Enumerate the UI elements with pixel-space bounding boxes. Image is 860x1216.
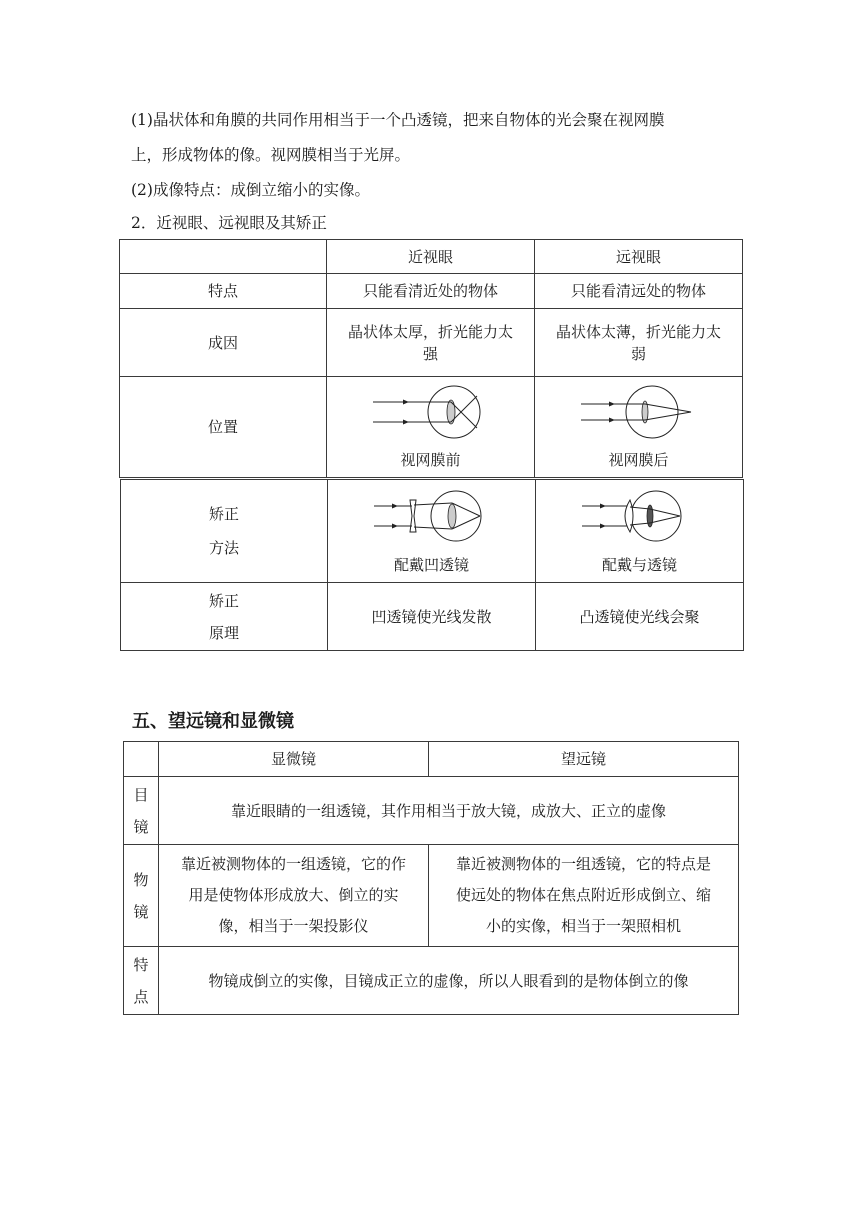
objective-telescope-line-1: 靠近被测物体的一组透镜，它的特点是 <box>455 855 711 873</box>
vision-table-top <box>119 239 743 478</box>
header-far: 远视眼 <box>535 240 743 274</box>
cause-row <box>120 309 743 377</box>
intro-line-2: 上，形成物体的像。视网膜相当于光屏。 <box>131 146 411 164</box>
objective-label-char-1: 物 <box>133 870 149 889</box>
objective-telescope-line-2: 使远处的物体在焦点附近形成倒立、缩 <box>455 886 711 904</box>
eyepiece-row <box>124 777 739 845</box>
cause-label: 成因 <box>120 309 327 377</box>
position-row <box>120 377 743 478</box>
position-far-caption: 视网膜后 <box>608 451 669 469</box>
header-near: 近视眼 <box>327 240 535 274</box>
section-subtitle: 2．近视眼、远视眼及其矫正 <box>131 214 327 232</box>
correction-label-line-1: 矫正 <box>208 505 239 523</box>
objective-label <box>124 845 159 947</box>
table-header-row <box>120 240 743 274</box>
correction-row <box>121 480 744 583</box>
correction-far-caption: 配戴与透镜 <box>601 556 677 574</box>
convex-lens-correction-diagram <box>580 486 700 544</box>
optics-table <box>123 741 739 1015</box>
optics-features-row <box>124 947 739 1015</box>
correction-near-cell <box>328 480 536 583</box>
principle-label-line-1: 矫正 <box>208 591 239 610</box>
principle-near: 凹透镜使光线发散 <box>328 583 536 651</box>
objective-microscope-line-1: 靠近被测物体的一组透镜，它的作 <box>180 855 406 873</box>
cause-near-line-1: 晶状体太厚，折光能力太 <box>347 322 513 341</box>
optics-header-microscope: 显微镜 <box>159 742 429 777</box>
correction-far-cell <box>536 480 744 583</box>
eyepiece-text: 靠近眼睛的一组透镜，其作用相当于放大镜，成放大、正立的虚像 <box>159 777 739 845</box>
section-5-title: 五、望远镜和显微镜 <box>132 711 294 732</box>
intro-line-1: (1)晶状体和角膜的共同作用相当于一个凸透镜，把来自物体的光会聚在视网膜 <box>131 111 665 129</box>
objective-telescope <box>429 845 739 947</box>
objective-microscope <box>159 845 429 947</box>
features-row <box>120 274 743 309</box>
principle-far: 凸透镜使光线会聚 <box>536 583 744 651</box>
optics-features-label-char-2: 点 <box>133 987 149 1006</box>
objective-telescope-line-3: 小的实像，相当于一架照相机 <box>485 917 681 935</box>
correction-label-line-2: 方法 <box>208 539 239 557</box>
position-near-caption: 视网膜前 <box>400 451 461 469</box>
cause-near-line-2: 强 <box>422 344 438 363</box>
optics-header-telescope: 望远镜 <box>429 742 739 777</box>
objective-microscope-line-2: 用是使物体形成放大、倒立的实 <box>188 886 399 904</box>
objective-row <box>124 845 739 947</box>
cause-far-line-1: 晶状体太薄，折光能力太 <box>555 322 721 341</box>
position-label: 位置 <box>120 377 327 478</box>
vision-table-bottom <box>120 479 744 651</box>
objective-microscope-line-3: 像，相当于一架投影仪 <box>218 917 369 935</box>
principle-label-line-2: 原理 <box>208 623 239 642</box>
objective-label-char-2: 镜 <box>133 902 149 921</box>
header-blank-cell <box>120 240 327 274</box>
cause-far <box>535 309 743 377</box>
principle-row <box>121 583 744 651</box>
features-near: 只能看清近处的物体 <box>327 274 535 309</box>
eyepiece-label-char-1: 目 <box>133 785 149 804</box>
eyepiece-label <box>124 777 159 845</box>
optics-header-blank <box>124 742 159 777</box>
optics-header-row <box>124 742 739 777</box>
position-far-cell <box>535 377 743 478</box>
position-near-cell <box>327 377 535 478</box>
correction-near-caption: 配戴凹透镜 <box>393 556 469 574</box>
optics-features-label-char-1: 特 <box>133 955 149 974</box>
intro-line-3: (2)成像特点：成倒立缩小的实像。 <box>131 181 370 199</box>
correction-label <box>121 480 328 583</box>
optics-features-text: 物镜成倒立的实像，目镜成正立的虚像，所以人眼看到的是物体倒立的像 <box>159 947 739 1015</box>
optics-features-label <box>124 947 159 1015</box>
cause-near <box>327 309 535 377</box>
features-far: 只能看清远处的物体 <box>535 274 743 309</box>
concave-lens-correction-diagram <box>372 486 492 544</box>
myopia-eye-diagram <box>371 383 491 441</box>
features-label: 特点 <box>120 274 327 309</box>
principle-label <box>121 583 328 651</box>
cause-far-line-2: 弱 <box>630 344 646 363</box>
eyepiece-label-char-2: 镜 <box>133 817 149 836</box>
hyperopia-eye-diagram <box>579 383 699 441</box>
